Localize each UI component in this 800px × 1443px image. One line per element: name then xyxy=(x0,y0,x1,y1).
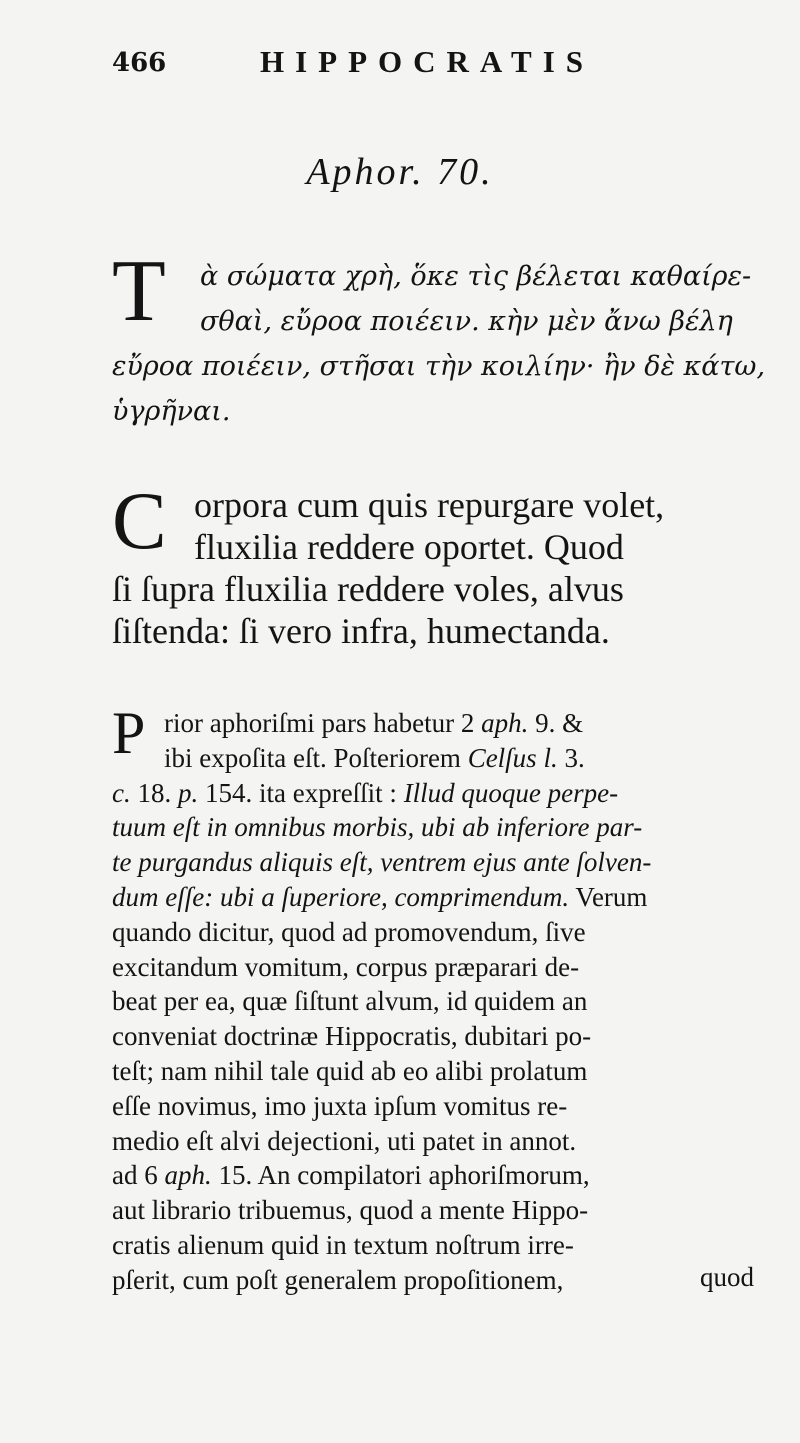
commentary-line: aut librario tribuemus, quod a mente Hippo- xyxy=(112,1195,589,1226)
citation: Celſus l. xyxy=(467,742,558,773)
latin-line: ſi ſupra fluxilia reddere voles, alvus xyxy=(112,569,624,609)
commentary-line xyxy=(112,706,767,741)
catchword: quod xyxy=(700,1262,754,1292)
latin-translation xyxy=(112,484,767,652)
greek-line: ὑγρῆναι. xyxy=(112,396,231,427)
page-header xyxy=(112,44,652,94)
commentary-line xyxy=(112,741,767,776)
commentary-line: excitandum vomitum, corpus præparari de- xyxy=(112,951,580,982)
text-run: rior aphoriſmi pars habetur 2 xyxy=(164,708,482,738)
quotation: dum eſſe: ubi a ſuperiore, comprimendum. xyxy=(112,881,570,912)
text-run: 15. An compilatori aphoriſmorum, xyxy=(211,1160,590,1191)
text-run: 3. xyxy=(557,742,585,773)
commentary-line: beat per ea, quæ ſiſtunt alvum, id quidem an xyxy=(112,986,588,1017)
greek-text xyxy=(112,243,767,434)
citation: aph. xyxy=(481,708,529,738)
commentary-line: medio eſt alvi dejectioni, uti patet in annot. xyxy=(112,1125,577,1156)
commentary-line: eſſe novimus, imo juxta ipſum vomitus re- xyxy=(112,1090,568,1121)
greek-drop-initial: T xyxy=(112,243,166,340)
commentary-line: teſt; nam nihil tale quid ab eo alibi prolatum xyxy=(112,1055,588,1086)
commentary-line: te purgandus aliquis eſt, ventrem ejus ante ſolven- xyxy=(112,847,652,878)
commentary-line: cratis alienum quid in textum noſtrum irre- xyxy=(112,1229,574,1260)
text-run: ibi expoſita eſt. Poſteriorem xyxy=(164,742,468,773)
citation: p. xyxy=(177,777,199,808)
text-run: ad 6 xyxy=(112,1160,165,1191)
greek-line: εὔροα ποιέειν, στῆσαι τὴν κοιλίην· ἢν δὲ κάτω, xyxy=(112,351,766,382)
greek-line: ὰ σώματα χρὴ, ὅκε τὶς βέλεται καθαίρε- xyxy=(200,261,752,292)
commentary-line: quando dicitur, quod ad promovendum, ſive xyxy=(112,916,586,947)
greek-line: σθαὶ, εὔροα ποιέειν. κὴν μὲν ἄνω βέλη xyxy=(200,306,733,337)
commentary-line: tuum eſt in omnibus morbis, ubi ab inferiore par- xyxy=(112,812,643,843)
running-head: HIPPOCRATIS xyxy=(260,44,595,79)
text-run: 9. & xyxy=(528,708,584,738)
commentary-line: conveniat doctrinæ Hippocratis, dubitari po- xyxy=(112,1021,592,1052)
latin-line: fluxilia reddere oportet. Quod xyxy=(194,527,624,567)
commentary-line xyxy=(112,1158,767,1193)
latin-drop-initial: C xyxy=(112,475,167,566)
commentary-line xyxy=(112,880,767,915)
citation: c. xyxy=(112,777,131,808)
commentary-line: pſerit, cum poſt generalem propoſitionem, xyxy=(112,1264,564,1295)
commentary-text xyxy=(112,706,767,1298)
citation: aph. xyxy=(164,1160,212,1191)
quotation: Illud quoque perpe- xyxy=(403,777,619,808)
commentary-line xyxy=(112,776,767,811)
latin-line: ſiſtenda: ſi vero infra, humectanda. xyxy=(112,611,610,651)
page-number: 466 xyxy=(112,48,167,78)
text-run: 154. ita expreſſit : xyxy=(198,777,404,808)
latin-line: orpora cum quis repurgare volet, xyxy=(194,485,665,525)
commentary-drop-initial: P xyxy=(112,700,146,766)
text-run: Verum xyxy=(569,881,648,912)
aphorism-title: Aphor. 70. xyxy=(306,151,494,193)
text-run: 18. xyxy=(130,777,178,808)
